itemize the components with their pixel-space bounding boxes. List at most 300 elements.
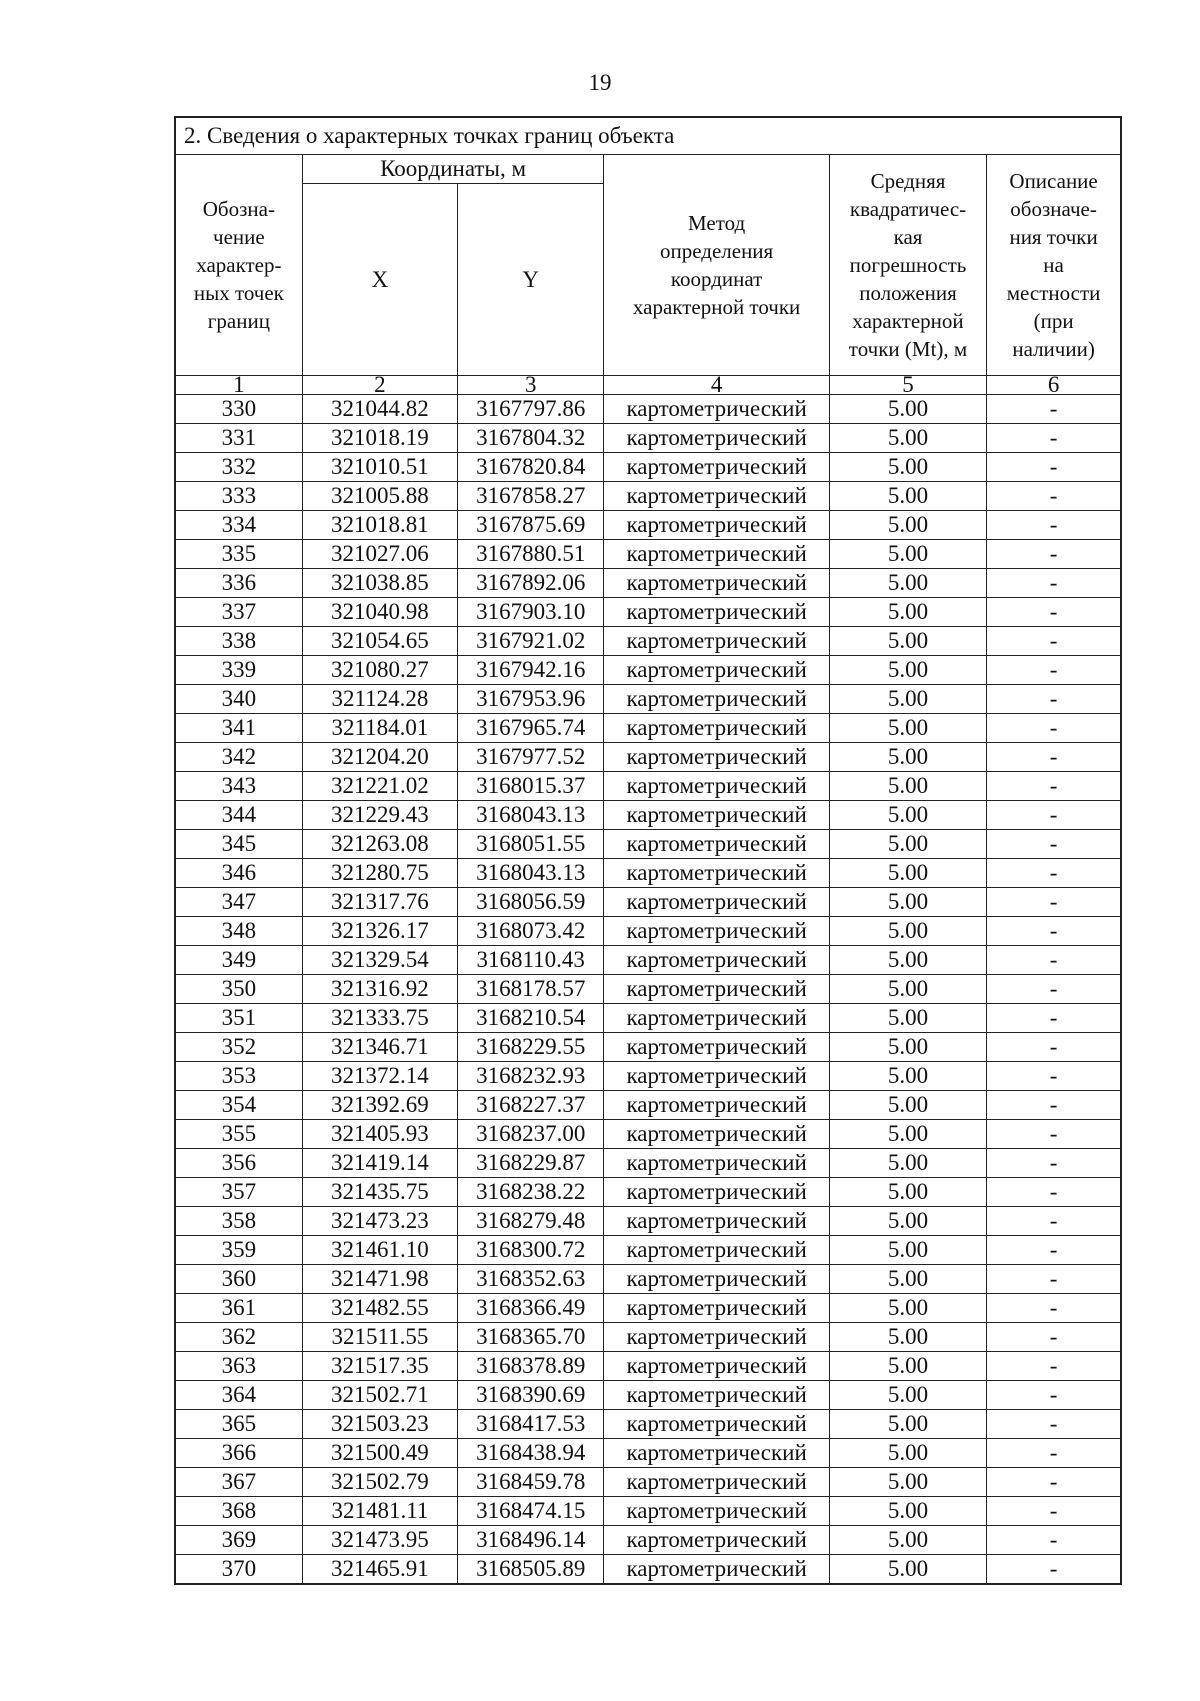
table-row [176,830,1120,859]
description-cell: - [987,569,1120,598]
description-cell: - [987,1120,1120,1149]
table-row [176,946,1120,975]
x-coordinate-cell: 321027.06 [302,540,457,569]
header-description-text: Описание обозначе- ния точки на местности (при наличии) [1006,169,1101,361]
x-coordinate-cell: 321044.82 [302,395,457,424]
error-cell: 5.00 [829,888,986,917]
table-row [176,1381,1120,1410]
x-coordinate-cell: 321184.01 [302,714,457,743]
description-cell: - [987,1323,1120,1352]
error-cell: 5.00 [829,1033,986,1062]
table-row [176,627,1120,656]
table-row [176,1033,1120,1062]
x-coordinate-cell: 321482.55 [302,1294,457,1323]
y-coordinate-cell: 3168227.37 [458,1091,604,1120]
point-id-cell: 363 [176,1352,302,1381]
point-id-cell: 357 [176,1178,302,1207]
method-cell: картометрический [604,801,829,830]
description-cell: - [987,656,1120,685]
column-number: 1 [176,376,302,395]
method-cell: картометрический [604,772,829,801]
point-id-cell: 365 [176,1410,302,1439]
y-coordinate-cell: 3168056.59 [458,888,604,917]
error-cell: 5.00 [829,1381,986,1410]
point-id-cell: 331 [176,424,302,453]
description-cell: - [987,1410,1120,1439]
method-cell: картометрический [604,598,829,627]
x-coordinate-cell: 321461.10 [302,1236,457,1265]
table-row [176,888,1120,917]
method-cell: картометрический [604,1410,829,1439]
y-coordinate-cell: 3168229.55 [458,1033,604,1062]
point-id-cell: 367 [176,1468,302,1497]
description-cell: - [987,511,1120,540]
column-number: 6 [987,376,1120,395]
table-row [176,1468,1120,1497]
method-cell: картометрический [604,656,829,685]
method-cell: картометрический [604,511,829,540]
method-cell: картометрический [604,569,829,598]
error-cell: 5.00 [829,772,986,801]
table-row [176,772,1120,801]
table-row [176,453,1120,482]
table-row [176,1294,1120,1323]
error-cell: 5.00 [829,1178,986,1207]
y-coordinate-cell: 3167965.74 [458,714,604,743]
x-coordinate-cell: 321465.91 [302,1555,457,1584]
point-id-cell: 362 [176,1323,302,1352]
x-coordinate-cell: 321346.71 [302,1033,457,1062]
column-number: 5 [829,376,986,395]
y-coordinate-cell: 3167858.27 [458,482,604,511]
method-cell: картометрический [604,743,829,772]
error-cell: 5.00 [829,1062,986,1091]
point-id-cell: 368 [176,1497,302,1526]
x-coordinate-cell: 321503.23 [302,1410,457,1439]
point-id-cell: 351 [176,1004,302,1033]
point-id-cell: 336 [176,569,302,598]
y-coordinate-cell: 3168210.54 [458,1004,604,1033]
error-cell: 5.00 [829,685,986,714]
method-cell: картометрический [604,1352,829,1381]
error-cell: 5.00 [829,830,986,859]
description-cell: - [987,1236,1120,1265]
y-coordinate-cell: 3168279.48 [458,1207,604,1236]
error-cell: 5.00 [829,859,986,888]
header-error-text: Средняя квадратичес- кая погрешность положения характерной точки (Mt), м [848,169,968,361]
y-coordinate-cell: 3168043.13 [458,859,604,888]
header-error [829,155,986,376]
x-coordinate-cell: 321329.54 [302,946,457,975]
description-cell: - [987,685,1120,714]
error-cell: 5.00 [829,1468,986,1497]
y-coordinate-cell: 3168378.89 [458,1352,604,1381]
table-row [176,1062,1120,1091]
y-coordinate-cell: 3167892.06 [458,569,604,598]
y-coordinate-cell: 3168043.13 [458,801,604,830]
column-number: 2 [302,376,457,395]
method-cell: картометрический [604,1555,829,1584]
x-coordinate-cell: 321204.20 [302,743,457,772]
point-id-cell: 369 [176,1526,302,1555]
point-id-cell: 333 [176,482,302,511]
method-cell: картометрический [604,540,829,569]
point-id-cell: 350 [176,975,302,1004]
method-cell: картометрический [604,1033,829,1062]
error-cell: 5.00 [829,1555,986,1584]
point-id-cell: 337 [176,598,302,627]
error-cell: 5.00 [829,1149,986,1178]
description-cell: - [987,1439,1120,1468]
x-coordinate-cell: 321405.93 [302,1120,457,1149]
point-id-cell: 348 [176,917,302,946]
table-row [176,975,1120,1004]
y-coordinate-cell: 3168365.70 [458,1323,604,1352]
error-cell: 5.00 [829,1439,986,1468]
method-cell: картометрический [604,1004,829,1033]
error-cell: 5.00 [829,1410,986,1439]
y-coordinate-cell: 3168229.87 [458,1149,604,1178]
error-cell: 5.00 [829,1352,986,1381]
y-coordinate-cell: 3167977.52 [458,743,604,772]
description-cell: - [987,482,1120,511]
header-method [604,155,829,376]
method-cell: картометрический [604,1178,829,1207]
table-row [176,1149,1120,1178]
table-row [176,540,1120,569]
point-id-cell: 346 [176,859,302,888]
table-row [176,1352,1120,1381]
header-coordinates: Координаты, м [302,155,604,184]
y-coordinate-cell: 3168073.42 [458,917,604,946]
y-coordinate-cell: 3168352.63 [458,1265,604,1294]
y-coordinate-cell: 3168237.00 [458,1120,604,1149]
x-coordinate-cell: 321080.27 [302,656,457,685]
error-cell: 5.00 [829,1294,986,1323]
error-cell: 5.00 [829,569,986,598]
table-row [176,743,1120,772]
point-id-cell: 356 [176,1149,302,1178]
description-cell: - [987,1004,1120,1033]
table-row [176,1236,1120,1265]
table-row [176,1120,1120,1149]
table-row [176,395,1120,424]
table-row [176,1410,1120,1439]
method-cell: картометрический [604,888,829,917]
error-cell: 5.00 [829,395,986,424]
point-id-cell: 344 [176,801,302,830]
x-coordinate-cell: 321038.85 [302,569,457,598]
error-cell: 5.00 [829,453,986,482]
column-numbers-row [176,376,1120,395]
column-number: 4 [604,376,829,395]
method-cell: картометрический [604,830,829,859]
error-cell: 5.00 [829,540,986,569]
y-coordinate-cell: 3167875.69 [458,511,604,540]
y-coordinate-cell: 3168238.22 [458,1178,604,1207]
x-coordinate-cell: 321326.17 [302,917,457,946]
point-id-cell: 366 [176,1439,302,1468]
description-cell: - [987,1555,1120,1584]
method-cell: картометрический [604,1265,829,1294]
error-cell: 5.00 [829,656,986,685]
page-number: 19 [588,70,612,95]
error-cell: 5.00 [829,511,986,540]
description-cell: - [987,1033,1120,1062]
method-cell: картометрический [604,395,829,424]
method-cell: картометрический [604,917,829,946]
error-cell: 5.00 [829,917,986,946]
x-coordinate-cell: 321473.95 [302,1526,457,1555]
error-cell: 5.00 [829,1120,986,1149]
description-cell: - [987,1497,1120,1526]
x-coordinate-cell: 321502.79 [302,1468,457,1497]
y-coordinate-cell: 3167880.51 [458,540,604,569]
y-coordinate-cell: 3168474.15 [458,1497,604,1526]
method-cell: картометрический [604,1091,829,1120]
x-coordinate-cell: 321280.75 [302,859,457,888]
x-coordinate-cell: 321502.71 [302,1381,457,1410]
error-cell: 5.00 [829,714,986,743]
point-id-cell: 364 [176,1381,302,1410]
x-coordinate-cell: 321040.98 [302,598,457,627]
description-cell: - [987,1352,1120,1381]
x-coordinate-cell: 321473.23 [302,1207,457,1236]
x-coordinate-cell: 321263.08 [302,830,457,859]
point-id-cell: 354 [176,1091,302,1120]
table-row [176,1265,1120,1294]
point-id-cell: 355 [176,1120,302,1149]
x-coordinate-cell: 321392.69 [302,1091,457,1120]
x-coordinate-cell: 321018.19 [302,424,457,453]
description-cell: - [987,395,1120,424]
method-cell: картометрический [604,1062,829,1091]
table-row [176,801,1120,830]
point-id-cell: 352 [176,1033,302,1062]
method-cell: картометрический [604,1381,829,1410]
table-row [176,598,1120,627]
error-cell: 5.00 [829,1526,986,1555]
points-table-frame [174,116,1122,1585]
description-cell: - [987,917,1120,946]
table-row [176,511,1120,540]
table-row [176,569,1120,598]
method-cell: картометрический [604,627,829,656]
y-coordinate-cell: 3168459.78 [458,1468,604,1497]
description-cell: - [987,1265,1120,1294]
method-cell: картометрический [604,1149,829,1178]
error-cell: 5.00 [829,482,986,511]
method-cell: картометрический [604,1207,829,1236]
description-cell: - [987,1178,1120,1207]
point-id-cell: 358 [176,1207,302,1236]
method-cell: картометрический [604,453,829,482]
description-cell: - [987,830,1120,859]
x-coordinate-cell: 321124.28 [302,685,457,714]
x-coordinate-cell: 321229.43 [302,801,457,830]
description-cell: - [987,1381,1120,1410]
error-cell: 5.00 [829,1323,986,1352]
section-title: 2. Сведения о характерных точках границ объекта [176,118,1120,155]
y-coordinate-cell: 3167921.02 [458,627,604,656]
y-coordinate-cell: 3168505.89 [458,1555,604,1584]
description-cell: - [987,598,1120,627]
y-coordinate-cell: 3168300.72 [458,1236,604,1265]
x-coordinate-cell: 321419.14 [302,1149,457,1178]
method-cell: картометрический [604,859,829,888]
error-cell: 5.00 [829,801,986,830]
error-cell: 5.00 [829,1236,986,1265]
description-cell: - [987,424,1120,453]
description-cell: - [987,1526,1120,1555]
table-row [176,1178,1120,1207]
point-id-cell: 339 [176,656,302,685]
error-cell: 5.00 [829,743,986,772]
description-cell: - [987,946,1120,975]
point-id-cell: 334 [176,511,302,540]
y-coordinate-cell: 3167903.10 [458,598,604,627]
header-designation [176,155,302,376]
method-cell: картометрический [604,975,829,1004]
point-id-cell: 340 [176,685,302,714]
error-cell: 5.00 [829,1497,986,1526]
point-id-cell: 342 [176,743,302,772]
error-cell: 5.00 [829,424,986,453]
y-coordinate-cell: 3168015.37 [458,772,604,801]
table-row [176,1526,1120,1555]
y-coordinate-cell: 3168232.93 [458,1062,604,1091]
description-cell: - [987,743,1120,772]
error-cell: 5.00 [829,1091,986,1120]
error-cell: 5.00 [829,946,986,975]
method-cell: картометрический [604,1236,829,1265]
header-description [987,155,1120,376]
y-coordinate-cell: 3167797.86 [458,395,604,424]
x-coordinate-cell: 321005.88 [302,482,457,511]
method-cell: картометрический [604,1323,829,1352]
description-cell: - [987,772,1120,801]
table-row [176,1439,1120,1468]
table-row [176,482,1120,511]
method-cell: картометрический [604,482,829,511]
table-row [176,656,1120,685]
table-row [176,859,1120,888]
x-coordinate-cell: 321481.11 [302,1497,457,1526]
y-coordinate-cell: 3167953.96 [458,685,604,714]
error-cell: 5.00 [829,1265,986,1294]
y-coordinate-cell: 3168051.55 [458,830,604,859]
description-cell: - [987,714,1120,743]
header-method-text: Метод определения координат характерной точки [632,211,801,319]
table-row [176,1091,1120,1120]
point-id-cell: 359 [176,1236,302,1265]
y-coordinate-cell: 3167804.32 [458,424,604,453]
method-cell: картометрический [604,424,829,453]
table-row [176,1004,1120,1033]
point-id-cell: 343 [176,772,302,801]
description-cell: - [987,1468,1120,1497]
point-id-cell: 332 [176,453,302,482]
point-id-cell: 353 [176,1062,302,1091]
table-row [176,714,1120,743]
table-row [176,424,1120,453]
table-row [176,1323,1120,1352]
point-id-cell: 338 [176,627,302,656]
table-body [176,395,1120,1584]
method-cell: картометрический [604,1468,829,1497]
x-coordinate-cell: 321517.35 [302,1352,457,1381]
y-coordinate-cell: 3168110.43 [458,946,604,975]
point-id-cell: 345 [176,830,302,859]
description-cell: - [987,859,1120,888]
x-coordinate-cell: 321316.92 [302,975,457,1004]
x-coordinate-cell: 321010.51 [302,453,457,482]
description-cell: - [987,453,1120,482]
header-designation-text: Обозна- чение характер- ных точек границ [193,197,284,333]
description-cell: - [987,1294,1120,1323]
x-coordinate-cell: 321054.65 [302,627,457,656]
description-cell: - [987,1091,1120,1120]
x-coordinate-cell: 321511.55 [302,1323,457,1352]
description-cell: - [987,1149,1120,1178]
description-cell: - [987,801,1120,830]
error-cell: 5.00 [829,598,986,627]
x-coordinate-cell: 321317.76 [302,888,457,917]
table-row [176,1555,1120,1584]
method-cell: картометрический [604,1120,829,1149]
table-row [176,1497,1120,1526]
x-coordinate-cell: 321471.98 [302,1265,457,1294]
point-id-cell: 360 [176,1265,302,1294]
method-cell: картометрический [604,1526,829,1555]
point-id-cell: 341 [176,714,302,743]
x-coordinate-cell: 321435.75 [302,1178,457,1207]
point-id-cell: 347 [176,888,302,917]
boundary-points-table [176,155,1120,1583]
table-row [176,1207,1120,1236]
description-cell: - [987,627,1120,656]
error-cell: 5.00 [829,1207,986,1236]
method-cell: картометрический [604,714,829,743]
x-coordinate-cell: 321018.81 [302,511,457,540]
x-coordinate-cell: 321500.49 [302,1439,457,1468]
method-cell: картометрический [604,1497,829,1526]
description-cell: - [987,975,1120,1004]
method-cell: картометрический [604,1294,829,1323]
description-cell: - [987,540,1120,569]
y-coordinate-cell: 3168390.69 [458,1381,604,1410]
error-cell: 5.00 [829,1004,986,1033]
point-id-cell: 349 [176,946,302,975]
description-cell: - [987,1062,1120,1091]
table-row [176,917,1120,946]
point-id-cell: 361 [176,1294,302,1323]
y-coordinate-cell: 3167820.84 [458,453,604,482]
column-number: 3 [458,376,604,395]
x-coordinate-cell: 321333.75 [302,1004,457,1033]
header-y: Y [458,184,604,376]
point-id-cell: 370 [176,1555,302,1584]
method-cell: картометрический [604,1439,829,1468]
description-cell: - [987,888,1120,917]
y-coordinate-cell: 3168496.14 [458,1526,604,1555]
method-cell: картометрический [604,946,829,975]
y-coordinate-cell: 3168178.57 [458,975,604,1004]
y-coordinate-cell: 3167942.16 [458,656,604,685]
error-cell: 5.00 [829,975,986,1004]
header-x: X [302,184,457,376]
x-coordinate-cell: 321372.14 [302,1062,457,1091]
